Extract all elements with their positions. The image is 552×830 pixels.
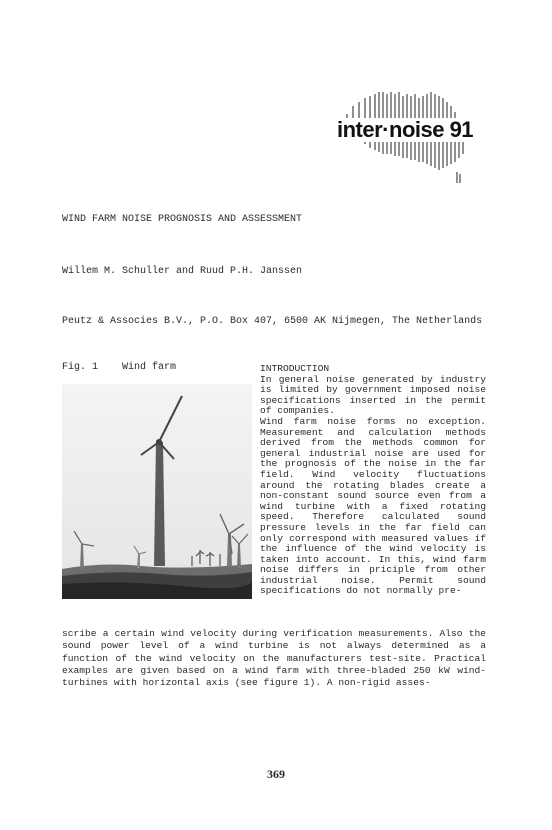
section-heading: INTRODUCTION <box>260 363 330 374</box>
intro-paragraph-2: Wind farm noise forms no exception. Measurement and calculation methods derived from the methods common for general industrial noise are used for the prognosis of the noise in the far field. Wind velocity fluctuations around the rotating blades create a non-constant sound source even from a wind turbine with a fixed rotating speed. Therefore calculated sound pressure levels in the far field can only correspond with measured values if the influence of the wind velocity is taken into account. In this, wind farm noise differs in priciple from other industrial noise. Permit sound specifications do not normally pre- <box>260 415 486 597</box>
wind-farm-photo <box>62 384 252 599</box>
continuation-paragraph: scribe a certain wind velocity during verification measurements. Also the sound power level of a wind turbine is not always determined as a function of the wind velocity on the manufacturers test-site. Practical examples are given based on a wind farm with three-bladed 250 kW wind-turbines with horizontal axis (see figure 1). A non-rigid asses- <box>62 628 486 689</box>
figure-caption: Fig. 1 Wind farm <box>62 362 177 373</box>
paper-affiliation: Peutz & Associes B.V., P.O. Box 407, 6500 AK Nijmegen, The Netherlands <box>62 316 483 327</box>
paper-authors: Willem M. Schuller and Ruud P.H. Janssen <box>62 266 303 277</box>
inter-noise-logo <box>333 92 473 184</box>
paper-title: WIND FARM NOISE PROGNOSIS AND ASSESSMENT <box>62 214 303 225</box>
page-number: 369 <box>267 767 285 781</box>
intro-paragraph-1: In general noise generated by industry is limited by government imposed noise specifications inserted in the permit of companies. <box>260 373 486 417</box>
introduction-column <box>260 364 486 597</box>
logo-wordmark: inter·noise 91 <box>337 117 474 142</box>
